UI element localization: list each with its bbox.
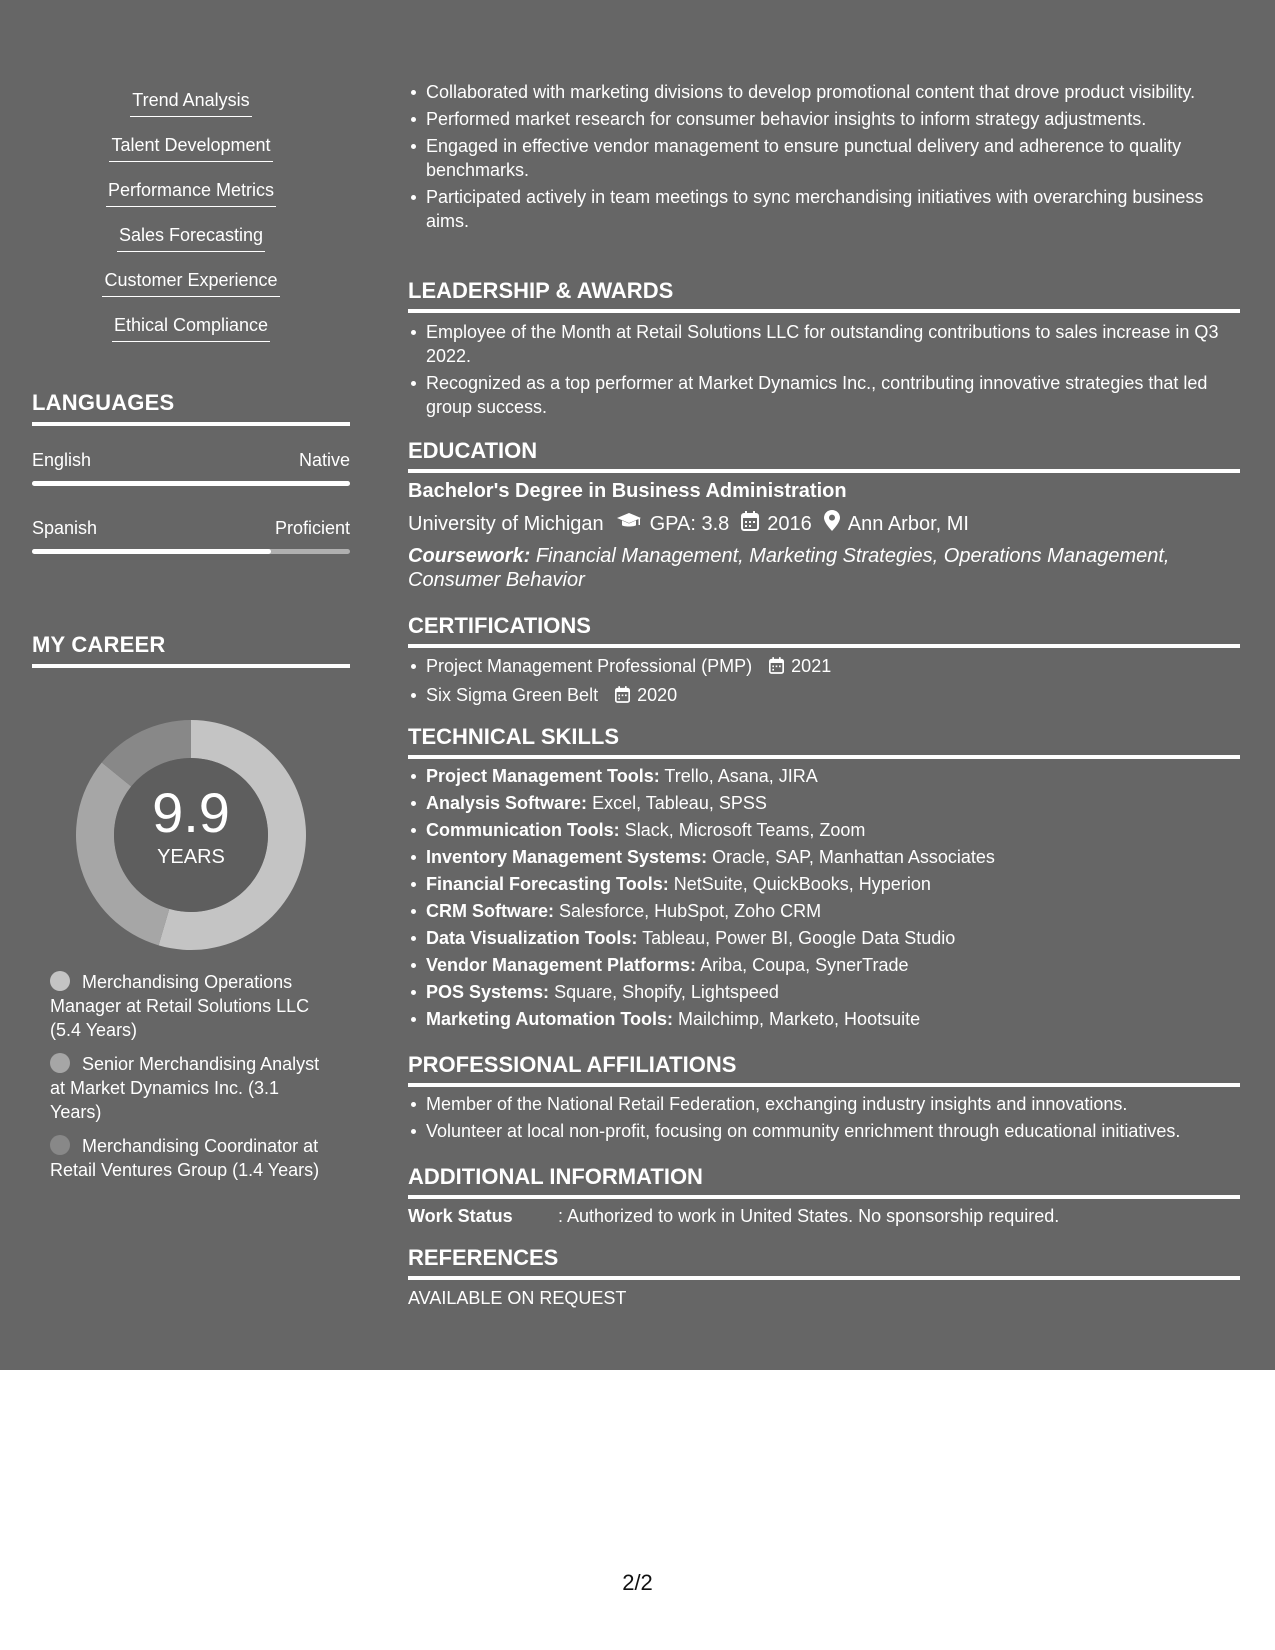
technical-skills-list bbox=[408, 764, 1240, 1034]
skill-item: Ethical Compliance bbox=[32, 311, 350, 356]
certifications-heading: CERTIFICATIONS bbox=[408, 613, 1240, 648]
language-level: Proficient bbox=[274, 518, 350, 538]
list-item: POS Systems: Square, Shopify, Lightspeed bbox=[426, 980, 1240, 1004]
career-donut-chart bbox=[66, 710, 316, 960]
list-item: Collaborated with marketing divisions to develop promotional content that drove product visibility. bbox=[426, 80, 1240, 104]
list-item: Performed market research for consumer behavior insights to inform strategy adjustments. bbox=[426, 107, 1240, 131]
list-item: Project Management Tools: Trello, Asana, JIRA bbox=[426, 764, 1240, 788]
skill-item: Sales Forecasting bbox=[32, 221, 350, 266]
list-item: Inventory Management Systems: Oracle, SAP, Manhattan Associates bbox=[426, 845, 1240, 869]
skill-item: Talent Development bbox=[32, 131, 350, 176]
affiliations-list bbox=[408, 1092, 1240, 1146]
list-item: Participated actively in team meetings to sync merchandising initiatives with overarching business aims. bbox=[426, 185, 1240, 233]
technical-skills-heading: TECHNICAL SKILLS bbox=[408, 724, 1240, 759]
calendar-icon bbox=[741, 511, 759, 538]
legend-dot bbox=[50, 1135, 70, 1155]
language-level: Native bbox=[298, 450, 350, 470]
career-list bbox=[50, 970, 330, 1192]
leadership-heading: LEADERSHIP & AWARDS bbox=[408, 278, 1240, 313]
coursework bbox=[408, 544, 1240, 592]
list-item: Analysis Software: Excel, Tableau, SPSS bbox=[426, 791, 1240, 815]
career-total-value: 9.9 bbox=[152, 781, 230, 844]
legend-dot bbox=[50, 1053, 70, 1073]
skill-item: Trend Analysis bbox=[32, 86, 350, 131]
gpa: GPA: 3.8 bbox=[649, 513, 730, 535]
list-item: Engaged in effective vendor management to ensure punctual delivery and adherence to quality benchmarks. bbox=[426, 134, 1240, 182]
leadership-list bbox=[408, 320, 1240, 422]
map-pin-icon bbox=[824, 510, 840, 538]
language-spanish bbox=[32, 518, 350, 554]
language-bar bbox=[32, 549, 350, 554]
work-status-value: : Authorized to work in United States. No sponsorship required. bbox=[558, 1206, 1060, 1226]
work-status bbox=[408, 1204, 1240, 1228]
certifications-list bbox=[408, 654, 1240, 712]
work-status-label: Work Status bbox=[408, 1206, 513, 1226]
list-item: Employee of the Month at Retail Solutions LLC for outstanding contributions to sales increase in Q3 2022. bbox=[426, 320, 1240, 368]
career-heading: MY CAREER bbox=[32, 632, 350, 668]
career-item: Merchandising Coordinator at Retail Ventures Group (1.4 Years) bbox=[50, 1136, 320, 1180]
references-text: AVAILABLE ON REQUEST bbox=[408, 1288, 627, 1308]
affiliations-heading: PROFESSIONAL AFFILIATIONS bbox=[408, 1052, 1240, 1087]
career-item: Merchandising Operations Manager at Retail Solutions LLC (5.4 Years) bbox=[50, 972, 310, 1040]
list-item: Marketing Automation Tools: Mailchimp, Marketo, Hootsuite bbox=[426, 1007, 1240, 1031]
graduation-year: 2016 bbox=[767, 513, 812, 535]
coursework-label: Coursework: bbox=[408, 545, 531, 567]
list-item: Member of the National Retail Federation, exchanging industry insights and innovations. bbox=[426, 1092, 1240, 1116]
list-item: Six Sigma Green Belt 2020 bbox=[426, 683, 1240, 709]
page-number: 2/2 bbox=[622, 1570, 653, 1595]
languages-heading: LANGUAGES bbox=[32, 390, 350, 426]
language-bar bbox=[32, 481, 350, 486]
list-item: Communication Tools: Slack, Microsoft Teams, Zoom bbox=[426, 818, 1240, 842]
language-name: Spanish bbox=[32, 518, 98, 538]
language-english bbox=[32, 450, 350, 486]
graduation-cap-icon bbox=[616, 511, 642, 537]
experience-bullets bbox=[408, 80, 1240, 236]
language-bar-fill bbox=[32, 481, 350, 486]
calendar-icon bbox=[615, 685, 630, 709]
list-item: Data Visualization Tools: Tableau, Power BI, Google Data Studio bbox=[426, 926, 1240, 950]
degree-title: Bachelor's Degree in Business Administration bbox=[408, 480, 847, 502]
references-heading: REFERENCES bbox=[408, 1245, 1240, 1280]
list-item: Recognized as a top performer at Market Dynamics Inc., contributing innovative strategies that led group success. bbox=[426, 371, 1240, 419]
education-details bbox=[408, 510, 1240, 538]
school-location: Ann Arbor, MI bbox=[847, 513, 969, 535]
list-item: CRM Software: Salesforce, HubSpot, Zoho CRM bbox=[426, 899, 1240, 923]
calendar-icon bbox=[769, 656, 784, 680]
language-name: English bbox=[32, 450, 92, 470]
education-heading: EDUCATION bbox=[408, 438, 1240, 473]
education-entry bbox=[408, 478, 1240, 592]
school-name: University of Michigan bbox=[408, 513, 604, 535]
additional-info-heading: ADDITIONAL INFORMATION bbox=[408, 1164, 1240, 1199]
career-item: Senior Merchandising Analyst at Market Dynamics Inc. (3.1 Years) bbox=[50, 1054, 320, 1122]
skill-item: Performance Metrics bbox=[32, 176, 350, 221]
career-total-unit: YEARS bbox=[157, 846, 225, 868]
list-item: Financial Forecasting Tools: NetSuite, QuickBooks, Hyperion bbox=[426, 872, 1240, 896]
skills-list bbox=[32, 86, 350, 356]
list-item: Project Management Professional (PMP) 2021 bbox=[426, 654, 1240, 680]
coursework-list: Financial Management, Marketing Strategies, Operations Management, Consumer Behavior bbox=[408, 545, 1170, 591]
list-item: Volunteer at local non-profit, focusing on community enrichment through educational initiatives. bbox=[426, 1119, 1240, 1143]
list-item: Vendor Management Platforms: Ariba, Coupa, SynerTrade bbox=[426, 953, 1240, 977]
skill-item: Customer Experience bbox=[32, 266, 350, 311]
legend-dot bbox=[50, 971, 70, 991]
language-bar-fill bbox=[32, 549, 271, 554]
